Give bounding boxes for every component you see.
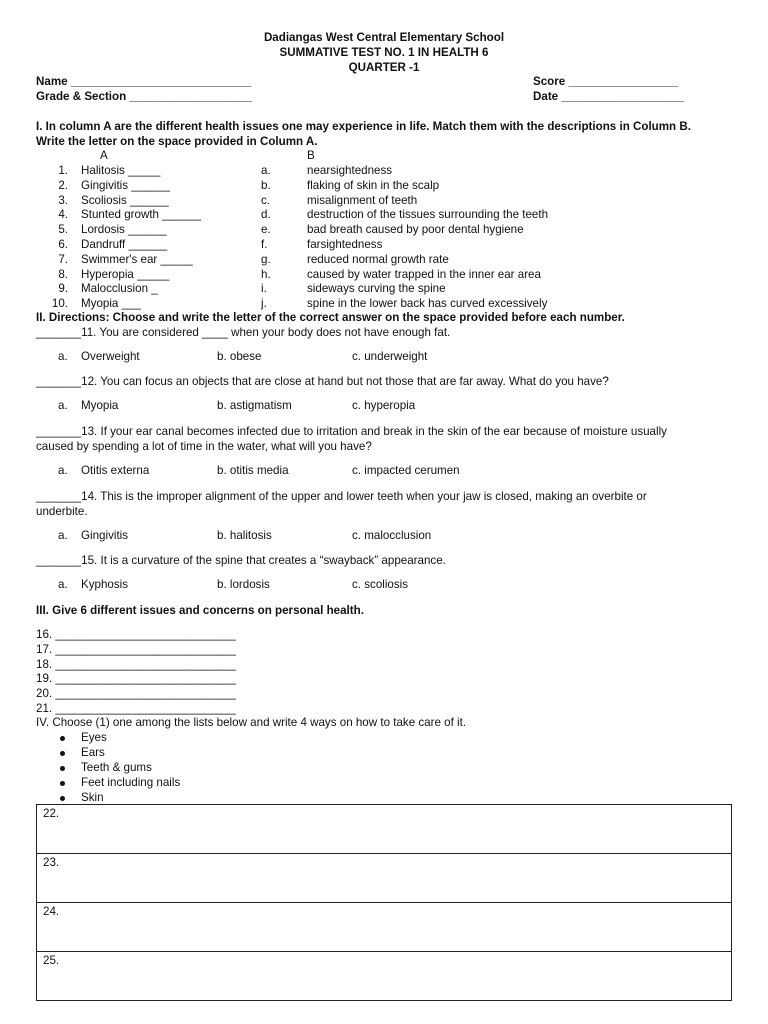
choice-letter: a. bbox=[58, 529, 68, 542]
item-number: 1. bbox=[58, 164, 68, 177]
column-b-description: destruction of the tissues surrounding the teeth bbox=[307, 208, 549, 222]
question-text: underbite. bbox=[36, 505, 88, 518]
answer-blank[interactable]: 18. ____________________________ bbox=[36, 657, 236, 671]
body-part-option: Teeth & gums bbox=[81, 761, 152, 774]
answer-row bbox=[37, 805, 732, 854]
column-a-item[interactable]: Myopia ___ bbox=[81, 297, 141, 311]
question-text: caused by spending a lot of time in the water, what will you have? bbox=[36, 440, 372, 453]
answer-number: 22. bbox=[43, 807, 60, 820]
column-b-letter: f. bbox=[261, 238, 268, 251]
answer-blank[interactable]: 16. ____________________________ bbox=[36, 628, 236, 641]
answer-number: 25. bbox=[43, 954, 60, 967]
column-a-item[interactable]: Malocclusion _ bbox=[81, 282, 158, 296]
choice-b[interactable]: b. obese bbox=[217, 350, 262, 363]
column-b-description: bad breath caused by poor dental hygiene bbox=[307, 223, 524, 237]
part2-instruction: II. Directions: Choose and write the letter of the correct answer on the space provided before each number. bbox=[36, 311, 625, 324]
item-number: 7. bbox=[58, 252, 68, 266]
choice-c[interactable]: c. impacted cerumen bbox=[352, 464, 460, 477]
column-a-item[interactable]: Halitosis _____ bbox=[81, 164, 161, 177]
choice-letter: a. bbox=[58, 464, 68, 477]
choice-letter: a. bbox=[58, 578, 68, 591]
answer-number: 23. bbox=[43, 856, 60, 869]
answer-blank[interactable]: 21. ____________________________ bbox=[36, 702, 236, 715]
choice-letter: a. bbox=[58, 350, 68, 363]
answer-cell[interactable] bbox=[37, 854, 732, 903]
answer-number: 24. bbox=[43, 905, 60, 918]
choice-c[interactable]: c. scoliosis bbox=[352, 578, 409, 591]
bullet-icon bbox=[60, 766, 65, 771]
item-number: 9. bbox=[58, 282, 68, 296]
item-number: 2. bbox=[58, 178, 68, 192]
column-b-letter: i. bbox=[261, 282, 267, 296]
item-number: 4. bbox=[58, 208, 68, 222]
column-b-description: flaking of skin in the scalp bbox=[307, 178, 440, 192]
column-a-item[interactable]: Gingivitis ______ bbox=[81, 178, 170, 192]
column-a-item[interactable]: Swimmer's ear _____ bbox=[81, 252, 193, 266]
bullet-icon bbox=[60, 781, 65, 786]
column-b-letter: b. bbox=[261, 178, 271, 192]
answer-cell[interactable] bbox=[37, 952, 732, 1001]
item-number: 8. bbox=[58, 267, 68, 281]
answer-table bbox=[36, 804, 732, 1001]
item-number: 10. bbox=[51, 297, 68, 311]
column-a-item[interactable]: Scoliosis ______ bbox=[81, 193, 169, 207]
question-text: _______13. If your ear canal becomes infected due to irritation and break in the skin of the ear because of moisture usually bbox=[36, 425, 667, 438]
part3-instruction: III. Give 6 different issues and concerns on personal health. bbox=[36, 604, 364, 617]
answer-blank[interactable]: 20. ____________________________ bbox=[36, 687, 236, 701]
question-text: _______11. You are considered ____ when your body does not have enough fat. bbox=[36, 326, 451, 339]
part1-instruction-cont: Write the letter on the space provided in Column A. bbox=[36, 135, 318, 148]
score-field[interactable]: Score _________________ bbox=[533, 75, 679, 88]
body-part-option: Eyes bbox=[81, 731, 107, 744]
column-a-item[interactable]: Stunted growth ______ bbox=[81, 208, 201, 222]
item-number: 5. bbox=[58, 223, 68, 237]
answer-blank[interactable]: 19. ____________________________ bbox=[36, 672, 236, 686]
name-field[interactable]: Name ____________________________ bbox=[36, 75, 252, 88]
column-b-description: nearsightedness bbox=[307, 164, 393, 177]
item-number: 6. bbox=[58, 238, 68, 251]
choice-c[interactable]: c. malocclusion bbox=[352, 529, 432, 542]
body-part-option: Skin bbox=[81, 791, 104, 804]
bullet-icon bbox=[60, 751, 65, 756]
bullet-icon bbox=[60, 796, 65, 801]
choice-letter: a. bbox=[58, 399, 68, 412]
choice-a[interactable]: Myopia bbox=[81, 399, 119, 412]
answer-row bbox=[37, 903, 732, 952]
column-b-description: spine in the lower back has curved excessively bbox=[307, 297, 548, 311]
column-b-letter: j. bbox=[261, 297, 267, 311]
answer-row bbox=[37, 854, 732, 903]
choice-c[interactable]: c. underweight bbox=[352, 350, 428, 363]
choice-c[interactable]: c. hyperopia bbox=[352, 399, 416, 412]
column-b-letter: d. bbox=[261, 208, 271, 222]
body-part-option: Feet including nails bbox=[81, 776, 181, 789]
column-a-item[interactable]: Lordosis ______ bbox=[81, 223, 167, 237]
part1-instruction: I. In column A are the different health issues one may experience in life. Match them with the descriptions in Column B. bbox=[36, 120, 691, 133]
choice-a[interactable]: Kyphosis bbox=[81, 578, 129, 591]
question-text: _______12. You can focus an objects that are close at hand but not those that are far away. What do you have? bbox=[36, 375, 609, 388]
column-b-description: farsightedness bbox=[307, 238, 383, 251]
question-text: _______15. It is a curvature of the spine that creates a “swayback” appearance. bbox=[36, 554, 446, 567]
school-name: Dadiangas West Central Elementary School bbox=[263, 31, 505, 44]
column-b-description: misalignment of teeth bbox=[307, 193, 418, 207]
answer-cell[interactable] bbox=[37, 903, 732, 952]
column-a-header: A bbox=[100, 149, 108, 162]
grade-section-field[interactable]: Grade & Section ___________________ bbox=[36, 90, 252, 103]
column-a-item[interactable]: Hyperopia _____ bbox=[81, 267, 170, 281]
body-part-option: Ears bbox=[81, 746, 105, 759]
test-title: SUMMATIVE TEST NO. 1 IN HEALTH 6 bbox=[279, 46, 489, 59]
answer-blank[interactable]: 17. ____________________________ bbox=[36, 642, 236, 656]
column-b-description: reduced normal growth rate bbox=[307, 252, 449, 266]
column-b-description: sideways curving the spine bbox=[307, 282, 446, 296]
answer-row bbox=[37, 952, 732, 1001]
date-field[interactable]: Date ___________________ bbox=[533, 90, 684, 103]
answer-cell[interactable] bbox=[37, 805, 732, 854]
column-b-letter: a. bbox=[261, 164, 271, 177]
choice-a[interactable]: Gingivitis bbox=[81, 529, 129, 542]
column-b-header: B bbox=[307, 149, 315, 162]
quarter-label: QUARTER -1 bbox=[348, 61, 420, 74]
column-b-letter: g. bbox=[261, 252, 271, 266]
column-b-letter: c. bbox=[261, 193, 271, 207]
choice-b[interactable]: b. astigmatism bbox=[217, 399, 292, 412]
bullet-icon bbox=[60, 736, 65, 741]
choice-b[interactable]: b. halitosis bbox=[217, 529, 272, 542]
choice-b[interactable]: b. lordosis bbox=[217, 578, 270, 591]
column-a-item[interactable]: Dandruff ______ bbox=[81, 238, 168, 251]
part4-instruction: IV. Choose (1) one among the lists below and write 4 ways on how to take care of it. bbox=[36, 716, 467, 729]
choice-a[interactable]: Otitis externa bbox=[81, 464, 150, 477]
column-b-description: caused by water trapped in the inner ear area bbox=[307, 267, 541, 281]
choice-b[interactable]: b. otitis media bbox=[217, 464, 289, 477]
choice-a[interactable]: Overweight bbox=[81, 350, 140, 363]
item-number: 3. bbox=[58, 193, 68, 207]
column-b-letter: e. bbox=[261, 223, 271, 237]
question-text: _______14. This is the improper alignment of the upper and lower teeth when your jaw is closed, making an overbite or bbox=[36, 490, 647, 503]
column-b-letter: h. bbox=[261, 267, 271, 281]
